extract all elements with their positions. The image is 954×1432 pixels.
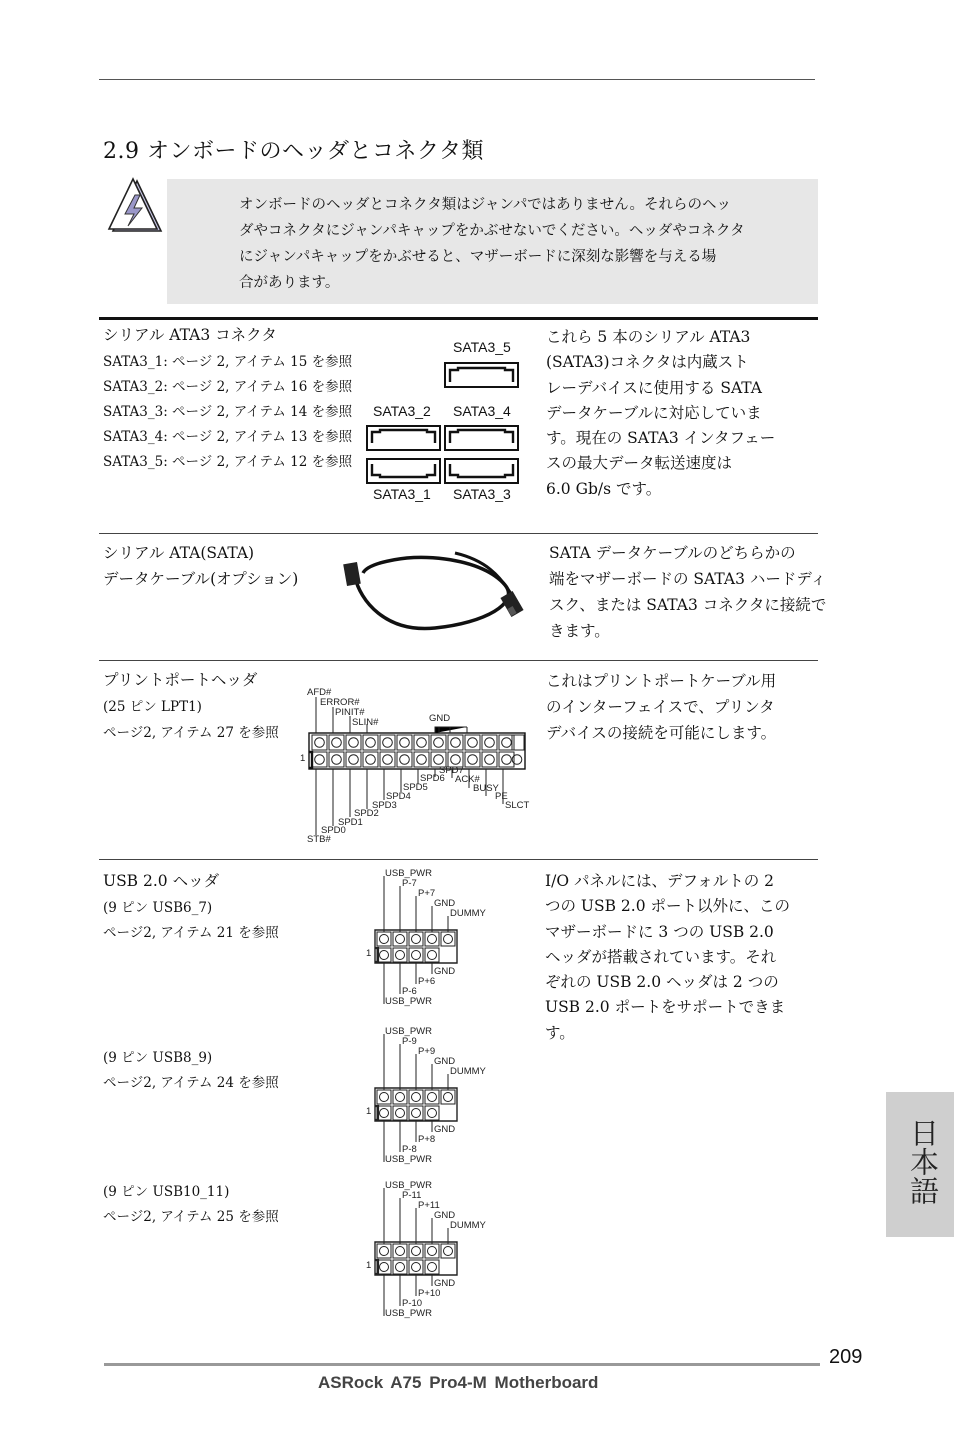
sata3-desc-line: す。現在の SATA3 インタフェー	[546, 429, 776, 448]
usb-pin-label: DUMMY	[450, 908, 486, 919]
usb-desc-line: ぞれの USB 2.0 ヘッダは 2 つの	[545, 973, 779, 992]
usb-pin-one-label: 1	[366, 1260, 372, 1271]
printer-title: プリントポートヘッダ	[103, 671, 258, 689]
sata3-desc-line: (SATA3)コネクタは内蔵スト	[546, 353, 749, 372]
usb-pin-label: GND	[434, 1278, 456, 1289]
sata3-2-connector	[367, 426, 440, 450]
usb-pin-label: P-6	[402, 986, 417, 997]
pin-slct-label: SLCT	[505, 800, 530, 811]
language-tab	[886, 1092, 954, 1237]
warning-box	[167, 179, 818, 304]
usb-pin-label: USB_PWR	[385, 1154, 432, 1165]
section-rule	[99, 317, 818, 320]
pin-spd4-label: SPD4	[386, 791, 411, 802]
sata3-desc-line: スの最大データ転送速度は	[546, 454, 733, 473]
sata3-info	[103, 325, 352, 475]
warning-line: 合があります。	[239, 275, 340, 291]
usb-desc-line: マザーボードに 3 つの USB 2.0	[545, 922, 774, 941]
sata-cable-subtitle: データケーブル(オプション)	[103, 570, 299, 588]
usb-pin-label: P+6	[418, 976, 436, 987]
usb-desc-line: つの USB 2.0 ポート以外に、この	[545, 897, 791, 916]
pin-spd0-label: SPD0	[321, 825, 346, 836]
printer-ref: ページ2, アイテム 27 を参照	[103, 725, 279, 741]
usb-header-1-info	[103, 896, 279, 946]
sata3-5-label: SATA3_5	[453, 339, 511, 355]
usb-title: USB 2.0 ヘッダ	[103, 872, 220, 890]
pin-spd3-label: SPD3	[372, 800, 397, 811]
pin-slin-label: SLIN#	[352, 717, 379, 728]
usb-pin-label: DUMMY	[450, 1066, 486, 1077]
sata-cable-desc-line: SATA データケーブルのどちらかの	[549, 544, 796, 562]
warning-text	[239, 192, 745, 296]
sata3-desc-line: レーデバイスに使用する SATA	[546, 378, 762, 397]
usb-pin-label: GND	[434, 1056, 456, 1067]
usb-pin-label: GND	[434, 966, 456, 977]
printer-info	[103, 668, 279, 741]
section-rule	[99, 660, 818, 661]
pin-spd7-label: SPD7	[439, 765, 464, 776]
usb-header-3-info	[103, 1180, 279, 1230]
sata3-4-connector	[445, 426, 518, 450]
pin-pe-label: PE	[495, 791, 508, 802]
usb-pin-label: P+7	[418, 888, 436, 899]
usb-pin-label: USB_PWR	[385, 1308, 432, 1319]
pin-one-label: 1	[300, 753, 306, 764]
warning-line: にジャンパキャップをかぶせると、マザーボードに深刻な影響を与える場	[239, 249, 717, 265]
sata-cable-desc-line: 端をマザーボードの SATA3 ハードディ	[549, 570, 827, 588]
usb-pin-label: P-8	[402, 1144, 417, 1155]
sata-cable-title: シリアル ATA(SATA)	[103, 544, 255, 562]
usb-pin-label: P-10	[402, 1298, 423, 1309]
top-rule	[99, 79, 815, 80]
usb-header-3-diagram	[365, 1180, 505, 1322]
sata3-4-label: SATA3_4	[453, 403, 511, 419]
usb-desc-line: USB 2.0 ポートをサポートできま	[545, 998, 786, 1017]
footer-rule	[104, 1363, 820, 1366]
sata3-description	[546, 325, 775, 502]
sata3-desc-line: データケーブルに対応していま	[546, 403, 762, 422]
usb-description	[545, 869, 790, 1046]
sata-cable-description	[549, 540, 826, 644]
pin-spd5-label: SPD5	[403, 782, 428, 793]
section-rule	[99, 533, 818, 534]
sata3-1-label: SATA3_1	[373, 486, 431, 502]
sata3-ref: SATA3_1: ページ 2, アイテム 15 を参照	[103, 354, 353, 370]
usb-pin-label: P+9	[418, 1046, 436, 1057]
section-rule	[99, 859, 818, 860]
usb-pin-label: DUMMY	[450, 1220, 486, 1231]
language-tab-label: 日本語	[906, 1118, 940, 1205]
printer-desc-line: デバイスの接続を可能にします。	[546, 724, 777, 742]
sata-cable-info	[103, 540, 298, 592]
pin-spd6-label: SPD6	[420, 773, 445, 784]
usb-pin-label: USB_PWR	[385, 996, 432, 1007]
sata3-ref: SATA3_2: ページ 2, アイテム 16 を参照	[103, 379, 353, 395]
usb-header-3-pins: (9 ピン USB10_11)	[103, 1184, 230, 1200]
usb-pin-label: P-7	[402, 878, 417, 889]
usb-header-1-diagram	[365, 868, 505, 1010]
printer-header-diagram	[295, 685, 535, 850]
usb-pin-label: P+11	[418, 1200, 440, 1211]
usb-pin-label: USB_PWR	[385, 1180, 432, 1191]
sata3-2-label: SATA3_2	[373, 403, 431, 419]
sata3-3-connector	[445, 459, 518, 483]
sata-cable-image	[335, 545, 525, 635]
usb-pin-label: P-11	[402, 1190, 422, 1201]
usb-pin-one-label: 1	[366, 948, 372, 959]
usb-pin-label: P+10	[418, 1288, 441, 1299]
pin-afd-label: AFD#	[307, 687, 332, 698]
usb-header-2-info	[103, 1046, 279, 1096]
pin-busy-label: BUSY	[473, 783, 499, 794]
warning-line: ダやコネクタにジャンパキャップをかぶせないでください。ヘッダやコネクタ	[239, 223, 745, 239]
sata3-5-connector	[445, 363, 518, 387]
section-title: 2.9 オンボードのヘッダとコネクタ類	[103, 139, 485, 164]
usb-header-1-pins: (9 ピン USB6_7)	[103, 900, 213, 916]
usb-pin-label: P-9	[402, 1036, 417, 1047]
warning-line: オンボードのヘッダとコネクタ類はジャンパではありません。それらのヘッ	[239, 197, 731, 213]
printer-desc-line: のインターフェイスで、プリンタ	[546, 698, 775, 716]
pin-stb-label: STB#	[307, 834, 331, 845]
sata3-desc-line: 6.0 Gb/s です。	[546, 479, 662, 498]
usb-header-2-diagram	[365, 1026, 505, 1168]
usb-header-1-ref: ページ2, アイテム 21 を参照	[103, 925, 279, 941]
usb-pin-one-label: 1	[366, 1106, 372, 1117]
sata3-desc-line: これら 5 本のシリアル ATA3	[546, 328, 751, 346]
usb-pin-label: GND	[434, 1210, 456, 1221]
page-number: 209	[829, 1346, 863, 1368]
sata-cable-desc-line: きます。	[549, 622, 610, 640]
sata3-ref: SATA3_4: ページ 2, アイテム 13 を参照	[103, 429, 353, 445]
printer-description	[546, 668, 776, 746]
usb-header-3-ref: ページ2, アイテム 25 を参照	[103, 1209, 279, 1225]
warning-icon	[104, 176, 166, 238]
usb-pin-label: P+8	[418, 1134, 436, 1145]
usb-desc-line: す。	[545, 1023, 575, 1042]
sata3-diagram	[364, 335, 529, 505]
footer-title: ASRock A75 Pro4-M Motherboard	[318, 1373, 599, 1392]
usb-header-2-pins: (9 ピン USB8_9)	[103, 1050, 213, 1066]
sata3-ref: SATA3_3: ページ 2, アイテム 14 を参照	[103, 404, 353, 420]
sata-cable-desc-line: スク、または SATA3 コネクタに接続で	[549, 596, 827, 614]
usb-desc-line: I/O パネルには、デフォルトの 2	[545, 872, 774, 890]
sata3-3-label: SATA3_3	[453, 486, 511, 502]
pin-pinit-label: PINIT#	[335, 707, 365, 718]
printer-desc-line: これはプリントポートケーブル用	[546, 672, 777, 690]
sata3-1-connector	[367, 459, 440, 483]
pin-spd2-label: SPD2	[354, 808, 379, 819]
sata3-title: シリアル ATA3 コネクタ	[103, 326, 277, 344]
usb-pin-label: GND	[434, 898, 456, 909]
pin-error-label: ERROR#	[320, 697, 360, 708]
usb-pin-label: USB_PWR	[385, 868, 432, 879]
pin-gnd-label: GND	[429, 713, 451, 724]
pin-spd1-label: SPD1	[338, 817, 363, 828]
usb-header-2-ref: ページ2, アイテム 24 を参照	[103, 1075, 279, 1091]
sata3-ref: SATA3_5: ページ 2, アイテム 12 を参照	[103, 454, 353, 470]
printer-pins: (25 ピン LPT1)	[103, 699, 202, 715]
pin-ack-label: ACK#	[455, 774, 480, 785]
usb-pin-label: USB_PWR	[385, 1026, 432, 1037]
usb-desc-line: ヘッダが搭載されています。それ	[545, 947, 777, 966]
usb-pin-label: GND	[434, 1124, 456, 1135]
